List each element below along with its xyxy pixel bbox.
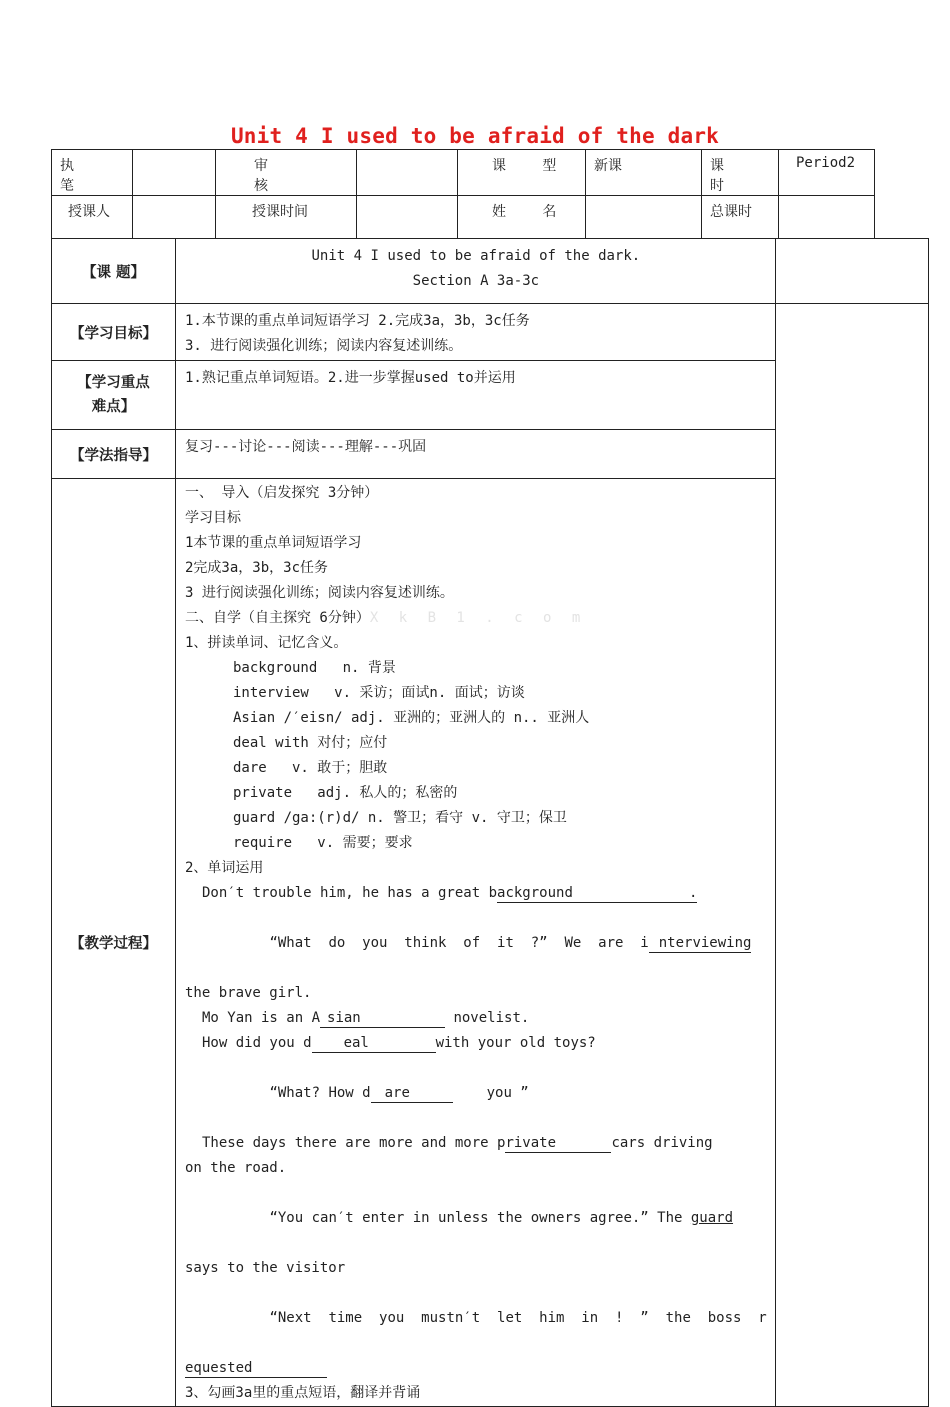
watermark-text: X k B 1 . c o m [369,610,587,626]
key-line-1: 1.熟记重点单词短语。2.进一步掌握used to并运用 [185,370,516,386]
method-label: 【学法指导】 [52,430,176,479]
goal-extra-cell [775,304,928,361]
section-1-goal-1: 1本节课的重点单词短语学习 [185,535,362,551]
cell-name-label: 姓 名 [458,196,586,239]
main-table [51,238,929,1407]
cell-lesson-type-value: 新课 [586,150,702,196]
process-label: 【教学过程】 [52,479,176,1407]
goal-line-2: 3. 进行阅读强化训练；阅读内容复述训练。 [185,338,463,354]
exercise-3-answer: sian [320,1009,445,1028]
word-item: background n. 背景 [233,660,396,676]
word-item: guard /ga:(r)d/ n. 警卫；看守 v. 守卫；保卫 [233,810,567,826]
exercise-1 [185,881,767,906]
exercise-8-continued [185,1356,767,1381]
topic-line-1: Unit 4 I used to be afraid of the dark. [311,248,641,264]
section-1-goal-3: 3 进行阅读强化训练；阅读内容复述训练。 [185,585,454,601]
goal-label: 【学习目标】 [52,304,176,361]
cell-time-label: 授课时间 [216,196,357,239]
section-1-goal-2: 2完成3a，3b，3c任务 [185,560,329,576]
exercise-6 [185,1131,767,1156]
exercise-7-continued: says to the visitor [185,1260,346,1276]
cell-reviewer-value [357,150,458,196]
process-extra-cell [775,479,928,1407]
cell-writer-label: 执 笔 [52,150,133,196]
exercise-5-end: you ” [486,1085,529,1101]
exercise-1-text: Don′t trouble him, he has a great b [202,885,498,901]
exercise-4-end: with your old toys? [435,1035,596,1051]
cell-teacher-label: 授课人 [52,196,133,239]
word-item: dare v. 敢于；胆敢 [233,760,388,776]
task-2-heading: 2、单词运用 [185,860,264,876]
cell-period-label: 课 时 [702,150,779,196]
key-label-line-1: 【学习重点 [77,375,150,391]
exercise-1-answer: ackground [497,884,689,903]
exercise-7-text: “You can′t enter in unless the owners agree.” The [269,1210,691,1226]
process-content [176,479,776,1407]
cell-teacher-value [133,196,216,239]
method-line-1: 复习---讨论---阅读---理解---巩固 [185,439,427,455]
exercise-5-text: “What? How d [269,1085,371,1101]
exercise-4-text: How did you d [202,1035,312,1051]
cell-reviewer-label: 审 核 [216,150,357,196]
exercise-4-answer: eal [312,1034,436,1053]
exercise-6-end: cars driving [611,1135,713,1151]
exercise-7-answer: guard [690,1210,734,1226]
exercise-6-answer: rivate [505,1134,611,1153]
cell-lesson-type-label: 课 型 [458,150,586,196]
exercise-5-answer: are [371,1084,453,1103]
section-1-goal-title: 学习目标 [185,510,241,526]
exercise-2 [185,906,767,981]
exercise-8-answer: equested [185,1359,327,1378]
document-title: Unit 4 I used to be afraid of the dark [230,124,720,148]
exercise-8-text: “Next time you mustn′t let him in ! ” the boss r [269,1310,767,1326]
exercise-2-text: “What do you think of it ?” We are i [269,935,649,951]
cell-period-value: Period2 [779,150,875,196]
exercise-6-text: These days there are more and more p [202,1135,506,1151]
exercise-2-answer: nterviewing [649,934,752,953]
topic-extra-cell [775,239,928,304]
task-1-heading: 1、拼读单词、记忆含义。 [185,635,348,651]
topic-line-2: Section A 3a-3c [412,273,540,289]
exercise-3 [185,1006,767,1031]
topic-content [176,239,776,304]
word-item: Asian /′eisn/ adj. 亚洲的；亚洲人的 n.. 亚洲人 [233,710,590,726]
meta-table [51,149,875,239]
cell-name-value [586,196,702,239]
cell-total-value [779,196,875,239]
key-extra-cell [775,361,928,430]
method-content [176,430,776,479]
topic-label: 【课 题】 [52,239,176,304]
cell-total-label: 总课时 [702,196,779,239]
exercise-6-continued: on the road. [185,1160,287,1176]
word-item: require v. 需要；要求 [233,835,413,851]
key-label [52,361,176,430]
word-item: private adj. 私人的；私密的 [233,785,458,801]
goal-content [176,304,776,361]
exercise-8 [185,1281,767,1356]
exercise-2-continued: the brave girl. [185,985,312,1001]
cell-time-value [357,196,458,239]
exercise-5 [185,1056,767,1131]
word-item: interview v. 采访；面试n. 面试；访谈 [233,685,525,701]
word-item: deal with 对付；应付 [233,735,388,751]
exercise-3-end: novelist. [453,1010,530,1026]
section-1-heading: 一、 导入（启发探究 3分钟） [185,485,379,501]
task-3-heading: 3、勾画3a里的重点短语，翻译并背诵 [185,1385,421,1401]
key-content [176,361,776,430]
section-2-line [185,606,767,631]
section-2-heading: 二、自学（自主探究 6分钟） [185,610,370,626]
method-extra-cell [775,430,928,479]
cell-writer-value [133,150,216,196]
key-label-line-2: 难点】 [91,399,136,415]
exercise-1-end: . [689,885,698,901]
goal-line-1: 1.本节课的重点单词短语学习 2.完成3a，3b，3c任务 [185,313,530,329]
exercise-3-text: Mo Yan is an A [202,1010,321,1026]
exercise-4 [185,1031,767,1056]
exercise-7 [185,1181,767,1256]
